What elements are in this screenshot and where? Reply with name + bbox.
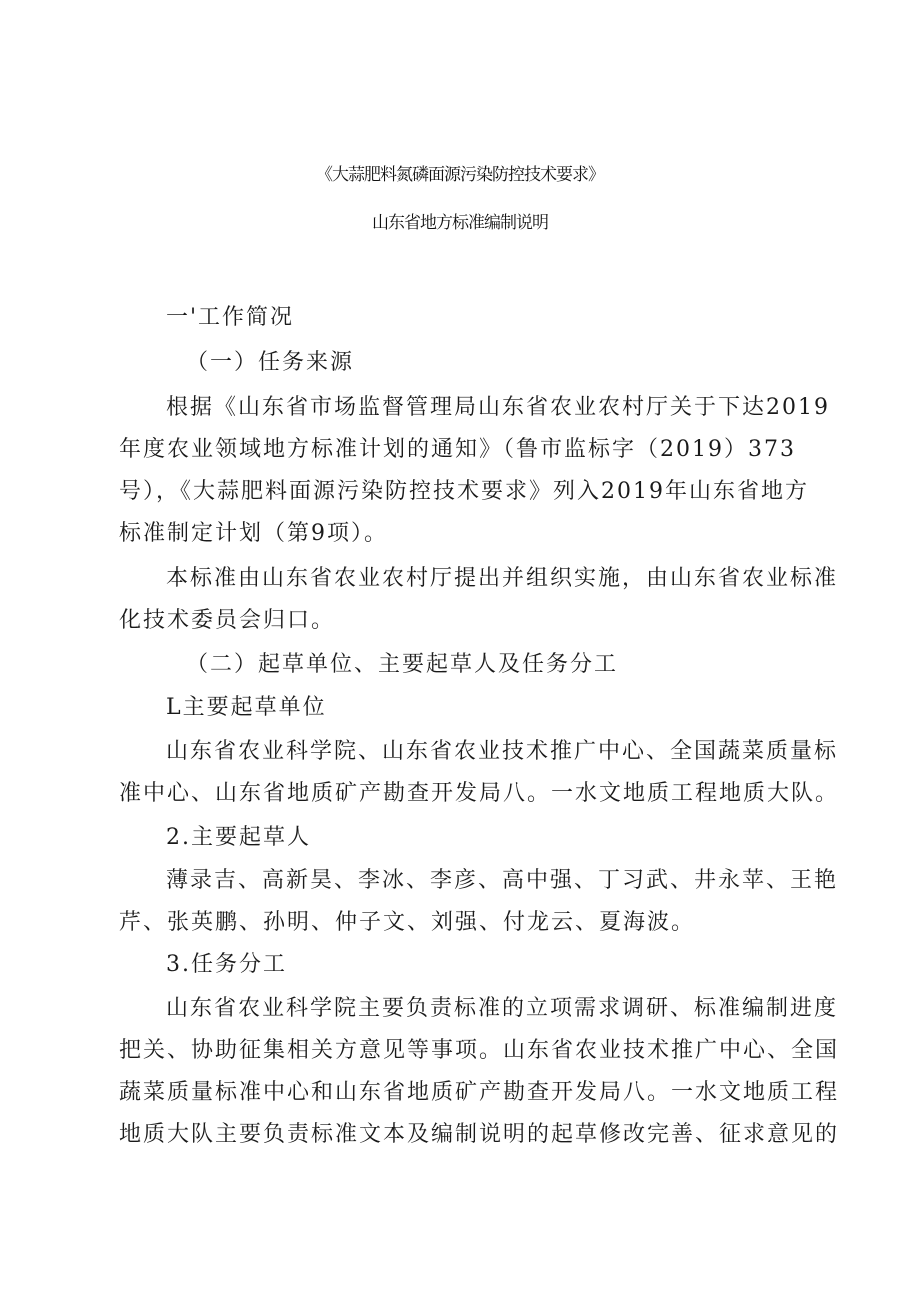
paragraph-line: 地质大队主要负责标准文本及编制说明的起草修改完善、征求意见的 <box>119 1122 840 1147</box>
item1-heading: L主要起草单位 <box>166 695 327 720</box>
paragraph-line: 标准制定计划（第9项）。 <box>119 521 388 546</box>
paragraph-line: 山东省农业科学院、山东省农业技术推广中心、全国蔬菜质量标 <box>166 739 839 764</box>
paragraph-line: 准中心、山东省地质矿产勘查开发局八。一水文地质工程地质大队。 <box>119 781 840 806</box>
subsection2-heading: （二）起草单位、主要起草人及任务分工 <box>186 652 619 677</box>
paragraph-line: 蔬菜质量标准中心和山东省地质矿产勘查开发局八。一水文地质工程 <box>119 1080 840 1105</box>
paragraph-line: 把关、协助征集相关方意见等事项。山东省农业技术推广中心、全国 <box>119 1038 840 1063</box>
paragraph-line: 号），《大蒜肥料面源污染防控技术要求》列入2019年山东省地方 <box>119 479 809 504</box>
paragraph-line: 本标准由山东省农业农村厅提出并组织实施，由山东省农业标准 <box>166 566 839 591</box>
paragraph-line: 芹、张英鹏、孙明、仲子文、刘强、付龙云、夏海波。 <box>119 910 696 935</box>
paragraph-line: 年度农业领域地方标准计划的通知》（鲁市监标字（2019）373 <box>119 437 796 462</box>
document-title-line1: 《大蒜肥料氮磷面源污染防控技术要求》 <box>316 165 604 185</box>
paragraph-line: 山东省农业科学院主要负责标准的立项需求调研、标准编制进度 <box>166 996 839 1021</box>
paragraph-line: 化技术委员会归口。 <box>119 608 336 633</box>
paragraph-line: 根据《山东省市场监督管理局山东省农业农村厅关于下达2019 <box>166 395 830 420</box>
section1-heading: 一'工作简况 <box>166 305 295 330</box>
document-title-line2: 山东省地方标准编制说明 <box>372 213 548 233</box>
item3-heading: 3.任务分工 <box>166 952 287 977</box>
paragraph-line: 薄录吉、高新昊、李冰、李彦、高中强、丁习武、井永苹、王艳 <box>166 868 839 893</box>
item2-heading: 2.主要起草人 <box>166 825 311 850</box>
subsection1-heading: （一）任务来源 <box>186 350 355 375</box>
